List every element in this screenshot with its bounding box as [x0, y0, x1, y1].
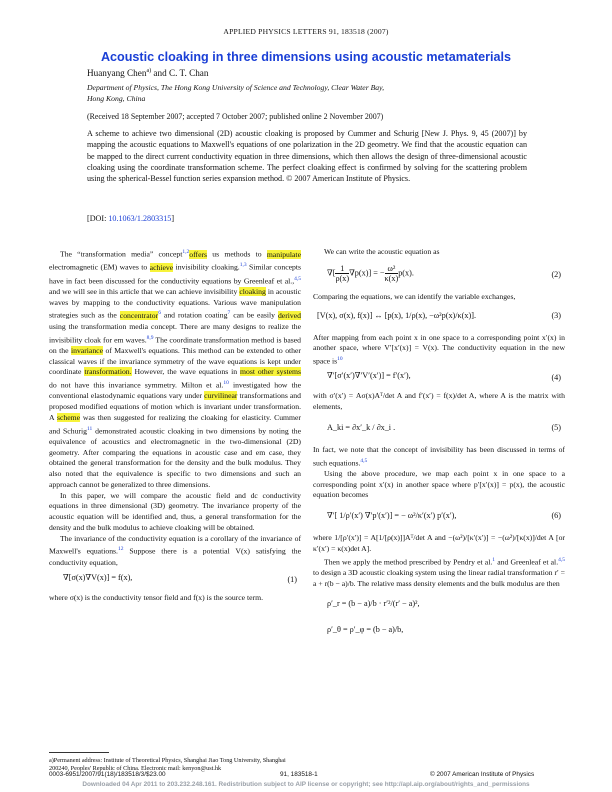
- citation[interactable]: 6: [158, 310, 161, 317]
- equation-number: (5): [551, 422, 561, 432]
- author-rest: and C. T. Chan: [151, 68, 209, 79]
- equation-2: [313, 258, 565, 292]
- equation-body: A_ki = ∂x′_k / ∂x_i .: [327, 422, 396, 432]
- doi: [87, 214, 174, 223]
- paragraph-3: [49, 534, 301, 569]
- numerator: ω²: [385, 264, 399, 274]
- footer-issn: 0003-6951/2007/91(18)/183518/3/$23.00: [49, 771, 166, 778]
- equation-number: (2): [551, 269, 561, 279]
- left-column: [49, 247, 301, 603]
- equation-7: [313, 589, 565, 619]
- citation[interactable]: 10: [223, 380, 229, 387]
- equation-number: (3): [551, 310, 561, 320]
- citation[interactable]: 1: [492, 556, 496, 563]
- highlight: cloaking: [239, 286, 266, 296]
- text: ∇p(x)] = −: [349, 268, 385, 278]
- highlight: curvilinear: [204, 391, 238, 401]
- text: Similar concepts have in fact been discussed for the conductivity equations by Greenleaf et al.,: [49, 262, 301, 286]
- equation-number: (4): [551, 373, 561, 383]
- affiliation-line-1: Department of Physics, The Hong Kong University of Science and Technology, Clear Water Bay,: [87, 83, 385, 92]
- text: us methods to: [207, 249, 267, 259]
- paragraph-r5: [313, 445, 565, 469]
- paragraph-r8: [313, 555, 565, 590]
- equation-body: [V(x), σ(x), f(x)] ↔ [p(x), 1/ρ(x), −ω²p(x)/κ(x)].: [317, 310, 476, 320]
- paragraph-2: In this paper, we will compare the acoustic field and dc conductivity equations in three dimensional (3D) geometry. The invariance property of the acoustic equation will be identified and, thus, a general transformation for the density and the bulk modulus to achieve cloaking will be obtained.: [49, 490, 301, 532]
- highlight: invariance: [70, 345, 103, 355]
- text: using the transformation media concept. There are many designs to realize the invisibility cloak for em waves.: [49, 321, 301, 345]
- citation[interactable]: 1,2: [182, 249, 190, 255]
- citation[interactable]: 1,3: [239, 262, 247, 269]
- text: can be easily: [230, 311, 278, 320]
- numerator: 1: [335, 264, 349, 274]
- citation[interactable]: 8,9: [146, 334, 154, 341]
- text: The “transformation media” concept: [60, 249, 183, 259]
- right-column: [313, 247, 565, 641]
- highlight: scheme: [57, 412, 81, 422]
- text: in acoustic waves by mapping to the conductivity equations. Various wave manipulation strategies such as the: [49, 286, 302, 320]
- denominator: κ(x): [384, 273, 399, 283]
- equation-6: [313, 501, 565, 533]
- footnote: a)Permanent address: Institute of Theoretical Physics, Shanghai Jiao Tong University, Shanghai 200240, Peoples' Republic of China. Electronic mail: kenyon@ust.hk: [49, 757, 286, 772]
- author-mark: a): [146, 68, 152, 74]
- paragraph-r3: [313, 333, 565, 368]
- citation[interactable]: 11: [86, 425, 93, 432]
- publication-dates: (Received 18 September 2007; accepted 7 October 2007; published online 2 November 2007): [87, 112, 384, 121]
- text: and Greenleaf et al.: [495, 557, 559, 567]
- affiliation-line-2: Hong Kong, China: [87, 93, 146, 103]
- equation-5: [313, 413, 565, 445]
- affiliation: [87, 83, 527, 104]
- text: invisibility cloaking.: [173, 262, 240, 272]
- equation-8: [313, 619, 565, 641]
- text: ∇[: [327, 268, 336, 278]
- footer-page: 91, 183518-1: [280, 771, 318, 778]
- doi-prefix: [DOI:: [87, 214, 109, 223]
- citation[interactable]: 7: [227, 310, 231, 317]
- equation-1: [49, 569, 301, 593]
- text: was then suggested for realizing the cloaking for elasticity. Cummer and Schurig: [49, 412, 301, 436]
- text: do not have this invariance symmetry. Milton et al.: [49, 380, 224, 390]
- text: of Maxwell's equations. This method can be extended to other classical waves if the invariance symmetry of the wave equations is kept under coordinate: [49, 345, 301, 377]
- text: to design a 3D acoustic cloaking system using the linear radial transformation r′ = a + r(b − a)/b. The relative mass density elements and the bulk modulus are then: [313, 567, 565, 588]
- equation-body: ∇′[ 1/ρ′(x′) ∇′p′(x′)] = − ω²/κ′(x′) p′(x′),: [327, 511, 457, 521]
- paragraph-r2: Comparing the equations, we can identify the variable exchanges,: [313, 291, 516, 301]
- highlight: achieve: [149, 262, 174, 272]
- text: electromagnetic (EM) waves to: [49, 262, 150, 272]
- doi-suffix: ]: [171, 214, 175, 223]
- highlight: offers: [189, 249, 208, 259]
- equation-body: ρ′_θ = ρ′_φ = (b − a)/b,: [327, 625, 404, 635]
- highlight: most other systems: [240, 367, 302, 377]
- text: investigated how the conventional elastodynamic equations vary under: [49, 380, 302, 401]
- text: and we will see in this article that we can achieve invisibility: [49, 286, 240, 296]
- text: The coordinate transformation method is based on the: [49, 335, 301, 355]
- text: p(x).: [398, 268, 414, 278]
- equation-4: [313, 367, 565, 391]
- text: After mapping from each point x in one space to a corresponding point x′(x) in another space, where V′[x′(x)] = V(x). The conductivity equation in the new space is: [313, 332, 565, 366]
- paragraph-r6: Using the above procedure, we map each point x in one space to a corresponding point x′(x) in another space where p′[x′(x)] = p(x), the acoustic equation becomes: [313, 468, 565, 500]
- paragraph-4: where σ(x) is the conductivity tensor field and f(x) is the source term.: [49, 592, 263, 602]
- equation-body: ρ′_r = (b − a)/b · r′²/(r′ − a)²,: [327, 599, 420, 609]
- footnote-rule: [49, 752, 109, 753]
- citation[interactable]: 10: [337, 356, 343, 362]
- text: Then we apply the method prescribed by Pendry et al.: [324, 557, 493, 567]
- highlight: manipulate: [266, 249, 301, 259]
- highlight: derived: [277, 311, 302, 320]
- text: and rotation coating: [160, 311, 228, 320]
- fraction: [385, 264, 399, 283]
- paragraph-r1: We can write the acoustic equation as: [324, 247, 440, 256]
- doi-link[interactable]: 10.1063/1.2803315: [108, 214, 172, 223]
- author-first: Huanyang Chen: [87, 68, 147, 79]
- text: In fact, we note that the concept of invisibility has been discussed in terms of such equations.: [313, 444, 565, 468]
- text: However, the wave equations in: [131, 367, 241, 377]
- equation-number: (6): [551, 511, 561, 521]
- equation-body: [327, 264, 414, 283]
- equation-number: (1): [287, 574, 297, 584]
- paragraph-r4: with σ′(x′) = Aσ(x)Aᵀ/det A and f′(x′) = f(x)/det A, where A is the matrix with elements,: [313, 391, 565, 412]
- fraction: [335, 264, 349, 283]
- text: transformations and proposed modified equations of motion which is invariant under transformation. A: [49, 391, 301, 422]
- citation[interactable]: 4,5: [558, 556, 565, 563]
- denominator: ρ(x): [335, 273, 350, 283]
- text: demonstrated acoustic cloaking in two dimensions by noting the equivalence of acoustics and electromagnetic in the two-dimensional (2D) geometry. After comparing the equations in acoustic case and em case, they obtained the general transformation for the density and the bulk modulus. They also noted that the equivalence is specific to two dimensions and such an approach cannot be generalized to three dimensions.: [49, 426, 301, 489]
- paragraph-r7: where 1/[ρ′(x′)] = A[1/[ρ(x)]]Aᵀ/det A and −(ω²)/[κ′(x′)] = −(ω²)/[κ(x)]/det A [or κ′(x′) = κ(x)det A].: [313, 533, 565, 553]
- highlight: concentrator: [119, 311, 159, 320]
- footer-copyright: © 2007 American Institute of Physics: [430, 771, 535, 778]
- paragraph-intro: [49, 247, 301, 491]
- abstract: A scheme to achieve two dimensional (2D) acoustic cloaking is proposed by Cummer and Schurig [New J. Phys. 9, 45 (2007)] by mapping the acoustic equations to Maxwell's equations of one polarization in the 2D geometry. We find that the acoustic equation can be mapped to the direct current conductivity equation in three dimensions, which then allows the design of three-dimensional acoustic cloaking using the coordinate transformation scheme. The perfect cloaking effect is confirmed by solving for the scattering problem using the spherical-Bessel function series expansion method. © 2007 American Institute of Physics.: [87, 129, 527, 184]
- equation-body: ∇′[σ′(x′)∇′V′(x′)] = f′(x′),: [327, 371, 411, 381]
- text: Suppose there is a potential V(x) satisfying the conductivity equation,: [49, 547, 301, 567]
- highlight: transformation.: [84, 367, 132, 377]
- citation[interactable]: 12: [117, 546, 124, 553]
- equation-3: [313, 303, 565, 333]
- authors: [87, 68, 208, 78]
- equation-body: ∇[σ(x)∇V(x)] = f(x),: [63, 572, 133, 582]
- citation[interactable]: 4,5: [294, 275, 301, 282]
- paper-title: Acoustic cloaking in three dimensions using acoustic metamaterials: [100, 50, 512, 64]
- text: The invariance of the conductivity equation is a corollary of the invariance of Maxwell's equations.: [49, 533, 301, 556]
- citation[interactable]: 4,5: [360, 457, 368, 464]
- download-notice: Downloaded 04 Apr 2011 to 203.232.248.161. Redistribution subject to AIP license or copyright; see http://apl.aip.org/about/rights_and_permissions: [82, 781, 530, 788]
- journal-header: APPLIED PHYSICS LETTERS 91, 183518 (2007): [223, 27, 389, 36]
